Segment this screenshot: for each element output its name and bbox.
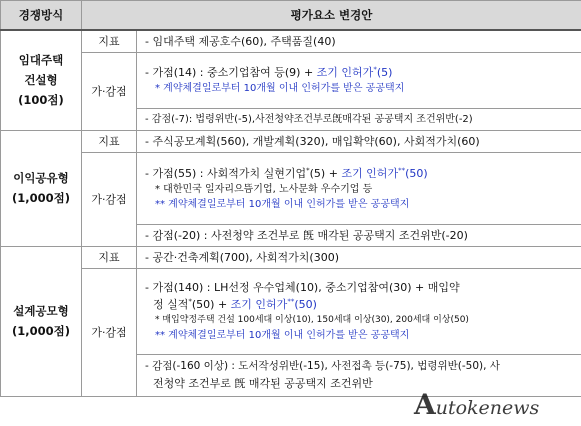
footnote: * 매입약정주택 건설 100세대 이상(10), 150세대 이상(30), 200세대 이상(50) — [155, 315, 469, 325]
table-header-row — [1, 1, 581, 30]
section-name-design-competition: 설계공모형 (1,000점) — [1, 246, 82, 396]
footnote: ** 계약체결일로부터 10개월 이내 인허가를 받은 공공택지 — [155, 330, 410, 341]
table-row — [1, 152, 581, 224]
table-row — [1, 52, 581, 108]
table-row — [1, 130, 581, 152]
bonus-line: 정 실적*(50) + 조기 인허가**(50) — [153, 297, 317, 311]
adjustment-label: 가·감점 — [82, 268, 137, 396]
footnote: * 계약체결일로부터 10개월 이내 인허가를 받은 공공택지 — [155, 83, 405, 94]
header-competition-type: 경쟁방식 — [1, 1, 82, 30]
bonus-line: - 가점(14) : 중소기업참여 등(9) + 조기 인허가*(5) — [145, 65, 393, 79]
penalty-text: - 감점(-7): 법령위반(-5),사전청약조건부로旣매각된 공공택지 조건위반(-2) — [137, 108, 581, 130]
bonus-cell — [137, 52, 581, 108]
bonus-line: - 가점(55) : 사회적가치 실현기업*(5) + 조기 인허가**(50) — [145, 165, 428, 180]
bonus-cell — [137, 152, 581, 224]
indicator-label: 지표 — [82, 246, 137, 268]
table-row — [1, 268, 581, 354]
bonus-cell — [137, 268, 581, 354]
indicator-label: 지표 — [82, 30, 137, 53]
watermark-logo: Autokenews — [414, 388, 540, 421]
adjustment-label: 가·감점 — [82, 52, 137, 130]
adjustment-label: 가·감점 — [82, 152, 137, 246]
table-row — [1, 246, 581, 268]
indicator-text: - 임대주택 제공호수(60), 주택품질(40) — [137, 30, 581, 53]
header-evaluation-elements: 평가요소 변경안 — [82, 1, 581, 30]
section-name-profit-sharing: 이익공유형 (1,000점) — [1, 130, 82, 246]
table-row — [1, 30, 581, 53]
indicator-text: - 주식공모계획(560), 개발계획(320), 매입확약(60), 사회적가치(60) — [137, 130, 581, 152]
section-name-rental: 임대주택 건설형 (100점) — [1, 30, 82, 131]
indicator-text: - 공간·건축계획(700), 사회적가치(300) — [137, 246, 581, 268]
footnote: ** 계약체결일로부터 10개월 이내 인허가를 받은 공공택지 — [155, 198, 410, 210]
bonus-line: - 가점(140) : LH선정 우수업체(10), 중소기업참여(30) + 매입약 — [145, 281, 460, 294]
penalty-text: - 감점(-20) : 사전청약 조건부로 旣 매각된 공공택지 조건위반(-20) — [137, 224, 581, 246]
footnote: * 대한민국 일자리으뜸기업, 노사문화 우수기업 등 — [155, 183, 373, 195]
penalty-text: - 감점(-160 이상) : 도서작성위반(-15), 사전접촉 등(-75), 법령위반(-50), 사 전청약 조건부로 旣 매각된 공공택지 조건위반 — [137, 354, 581, 396]
indicator-label: 지표 — [82, 130, 137, 152]
